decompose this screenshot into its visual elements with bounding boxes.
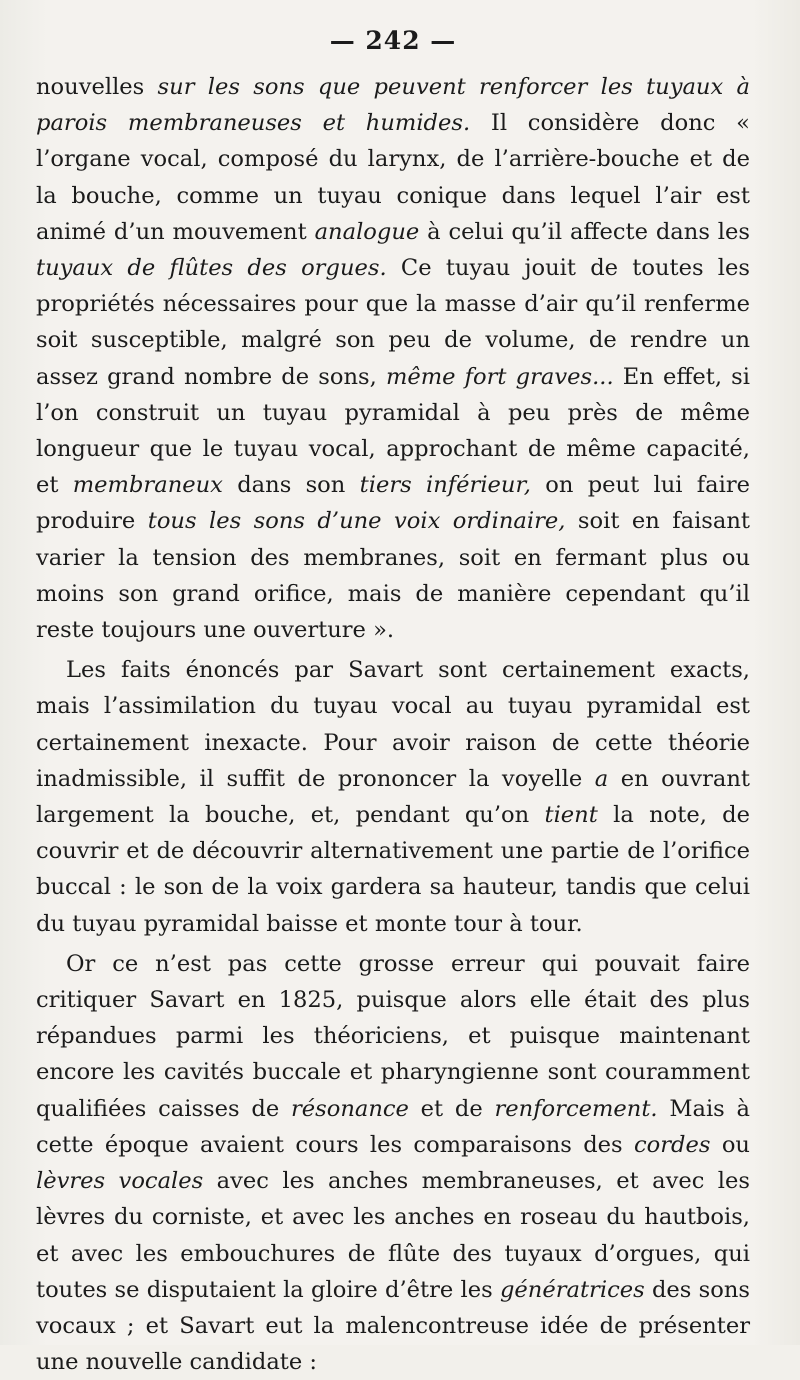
paragraph-2 <box>36 652 750 942</box>
text-run: Or ce n’est pas cette grosse erreur qui pouvait faire critiquer Savart en 1825, puisque alors elle était des plus répandues parmi les théoriciens, et puisque maintenant encore les cavités buccale et pharyngienne sont couramment qualifiées caisses de <box>36 950 750 1122</box>
paragraph-1 <box>36 69 750 648</box>
italic-text: génératrices <box>499 1276 645 1303</box>
italic-text: tiers inférieur, <box>359 472 531 499</box>
text-run: avec les anches membraneuses, et avec les lèvres du corniste, et avec les anches en roseau du hautbois, et avec les embouchures de flûte des tuyaux d’orgues, qui toutes se disputaient la gloire d’être les <box>36 1168 750 1303</box>
text-run: nouvelles <box>36 74 158 100</box>
italic-text: membraneux <box>72 472 223 499</box>
text-run: la note, de couvrir et de découvrir alternativement une partie de l’orifice buccal : le son de la voix gardera sa hauteur, tandis que celui du tuyau pyramidal baisse et monte tour à tour. <box>36 802 750 937</box>
text-run: ou <box>710 1131 750 1158</box>
text-run: Les faits énoncés par Savart sont certainement exacts, mais l’assimilation du tuyau vocal au tuyau pyramidal est certainement inexacte. Pour avoir raison de cette théorie inadmissible, il suffit de prononcer la voyelle <box>36 657 750 792</box>
paragraph-3 <box>36 946 750 1380</box>
text-run: dans son <box>222 472 360 499</box>
italic-text: sur les sons que peuvent renforcer les tuyaux à parois membraneuses et humides. <box>36 74 750 137</box>
text-run: Il considère donc « l’organe vocal, composé du larynx, de l’arrière-bouche et de la bouche, comme un tuyau conique dans lequel l’air est animé d’un mouvement <box>36 110 750 245</box>
text-run: Mais à cette époque avaient cours les comparaisons des <box>36 1095 750 1158</box>
italic-text: a <box>594 765 609 792</box>
text-run: on peut lui faire produire <box>36 472 750 535</box>
italic-text: cordes <box>633 1131 711 1158</box>
italic-text: tuyaux de flûtes des orgues. <box>36 255 387 282</box>
text-run: et de <box>408 1095 495 1122</box>
italic-text: résonance <box>290 1095 409 1122</box>
italic-text: tous les sons d’une voix ordinaire, <box>147 508 566 535</box>
text-run: en ouvrant largement la bouche, et, pendant qu’on <box>36 765 751 829</box>
text-run: En effet, si l’on construit un tuyau pyramidal à peu près de même longueur que le tuyau vocal, approchant de même capacité, et <box>36 363 750 499</box>
text-run: à celui qu’il affecte dans les <box>419 218 750 245</box>
page-number: — 242 — <box>329 26 457 55</box>
text-run: soit en faisant varier la tension des membranes, soit en fermant plus ou moins son grand orifice, mais de manière cependant qu’il reste toujours une ouverture ». <box>36 508 751 644</box>
body-text <box>36 69 750 1380</box>
text-run: Ce tuyau jouit de toutes les propriétés nécessaires pour que la masse d’air qu’il renferme soit susceptible, malgré son peu de volume, de rendre un assez grand nombre de sons, <box>36 255 750 390</box>
italic-text: lèvres vocales <box>36 1168 204 1195</box>
italic-text: renforcement. <box>494 1095 658 1122</box>
italic-text: analogue <box>314 218 420 245</box>
italic-text: même fort graves... <box>385 363 614 390</box>
italic-text: tient <box>544 802 598 829</box>
text-run: des sons vocaux ; et Savart eut la malencontreuse idée de présenter une nouvelle candidate : <box>36 1276 751 1376</box>
